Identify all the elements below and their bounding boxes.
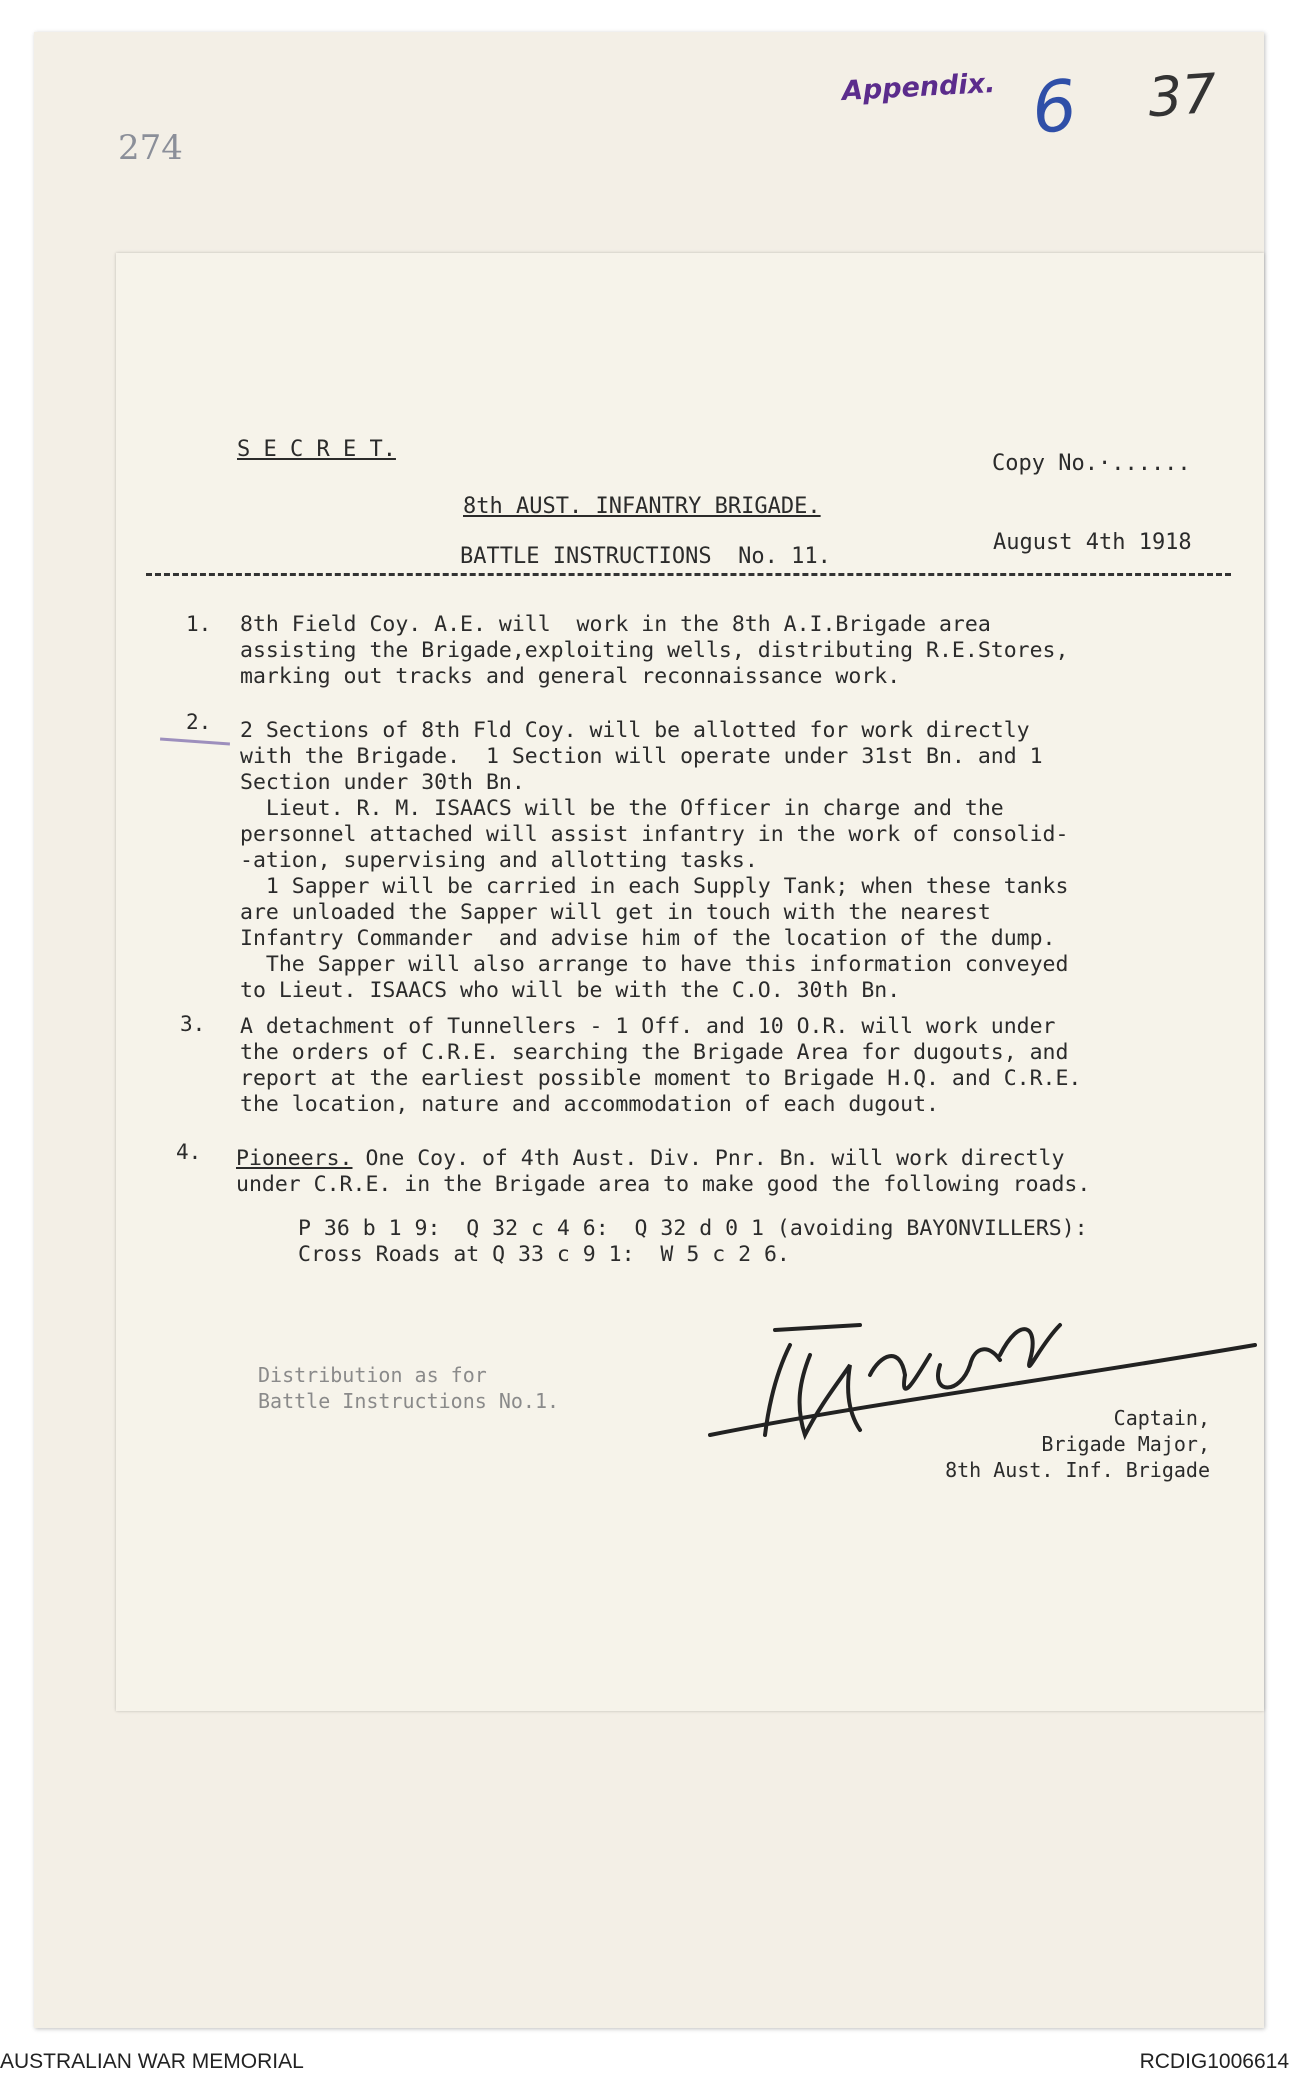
- signatory-role: Brigade Major,: [1041, 1432, 1210, 1456]
- appendix-stamp: Appendix.: [841, 68, 997, 107]
- paragraph-2-line: personnel attached will assist infantry in the work of consolid-: [240, 822, 1069, 847]
- distribution-line: Distribution as for: [258, 1363, 487, 1387]
- paragraph-3: [240, 1014, 1240, 1118]
- paragraph-2-line: -ation, supervising and allotting tasks.: [240, 848, 758, 873]
- copy-number: Copy No.·......: [992, 451, 1191, 476]
- paragraph-2-line: Lieut. R. M. ISAACS will be the Officer in charge and the: [240, 796, 1004, 821]
- road-line: P 36 b 1 9: Q 32 c 4 6: Q 32 d 0 1 (avoiding BAYONVILLERS):: [298, 1216, 1088, 1241]
- paragraph-1-line: 8th Field Coy. A.E. will work in the 8th A.I.Brigade area: [240, 612, 991, 637]
- paragraph-number-3: 3.: [180, 1012, 206, 1036]
- paragraph-3-line: the orders of C.R.E. searching the Brigade Area for dugouts, and: [240, 1040, 1069, 1065]
- paragraph-3-line: A detachment of Tunnellers - 1 Off. and 10 O.R. will work under: [240, 1014, 1056, 1039]
- signatory-rank: Captain,: [1113, 1406, 1210, 1430]
- paragraph-1: [240, 612, 1240, 690]
- folio-number: 274: [118, 128, 183, 168]
- paragraph-2-line: Infantry Commander and advise him of the location of the dump.: [240, 926, 1056, 951]
- paragraph-2-line: The Sapper will also arrange to have this information conveyed: [240, 952, 1069, 977]
- document-date: August 4th 1918: [993, 530, 1192, 555]
- paragraph-number-4: 4.: [176, 1140, 202, 1164]
- paragraph-2: [240, 718, 1240, 1004]
- paragraph-4-line: One Coy. of 4th Aust. Div. Pnr. Bn. will work directly: [352, 1146, 1065, 1171]
- paragraph-3-line: report at the earliest possible moment to Brigade H.Q. and C.R.E.: [240, 1066, 1082, 1091]
- archive-name: AUSTRALIAN WAR MEMORIAL: [0, 2050, 304, 2073]
- paragraph-2-line: 1 Sapper will be carried in each Supply Tank; when these tanks: [240, 874, 1069, 899]
- document-title: BATTLE INSTRUCTIONS No. 11.: [460, 544, 831, 569]
- unit-heading: 8th AUST. INFANTRY BRIGADE.: [463, 494, 821, 519]
- paragraph-2-line: with the Brigade. 1 Section will operate under 31st Bn. and 1: [240, 744, 1043, 769]
- paragraph-2-line: are unloaded the Sapper will get in touch with the nearest: [240, 900, 991, 925]
- handwritten-page-number: 37: [1145, 61, 1219, 130]
- paragraph-2-line: Section under 30th Bn.: [240, 770, 525, 795]
- paragraph-number-1: 1.: [186, 612, 212, 636]
- signatory-unit: 8th Aust. Inf. Brigade: [945, 1458, 1210, 1482]
- paragraph-1-line: assisting the Brigade,exploiting wells, distributing R.E.Stores,: [240, 638, 1069, 663]
- road-line: Cross Roads at Q 33 c 9 1: W 5 c 2 6.: [298, 1242, 790, 1267]
- distribution-note: [258, 1362, 559, 1414]
- road-list: [298, 1216, 1228, 1268]
- paragraph-4-line: under C.R.E. in the Brigade area to make good the following roads.: [236, 1172, 1091, 1197]
- pioneers-heading: Pioneers.: [236, 1146, 353, 1171]
- handwritten-appendix-number: 6: [1027, 63, 1081, 151]
- signature-block: [850, 1405, 1210, 1483]
- archive-reference: RCDIG1006614: [1139, 2050, 1289, 2073]
- paragraph-number-2: 2.: [186, 710, 212, 734]
- distribution-line: Battle Instructions No.1.: [258, 1389, 560, 1413]
- paragraph-2-line: to Lieut. ISAACS who will be with the C.O. 30th Bn.: [240, 978, 901, 1003]
- classification: S E C R E T.: [237, 437, 396, 462]
- paragraph-4: [236, 1146, 1236, 1198]
- paragraph-1-line: marking out tracks and general reconnaissance work.: [240, 664, 901, 689]
- paragraph-2-line: 2 Sections of 8th Fld Coy. will be allotted for work directly: [240, 718, 1030, 743]
- paragraph-3-line: the location, nature and accommodation of each dugout.: [240, 1092, 939, 1117]
- header-divider: [146, 573, 1231, 576]
